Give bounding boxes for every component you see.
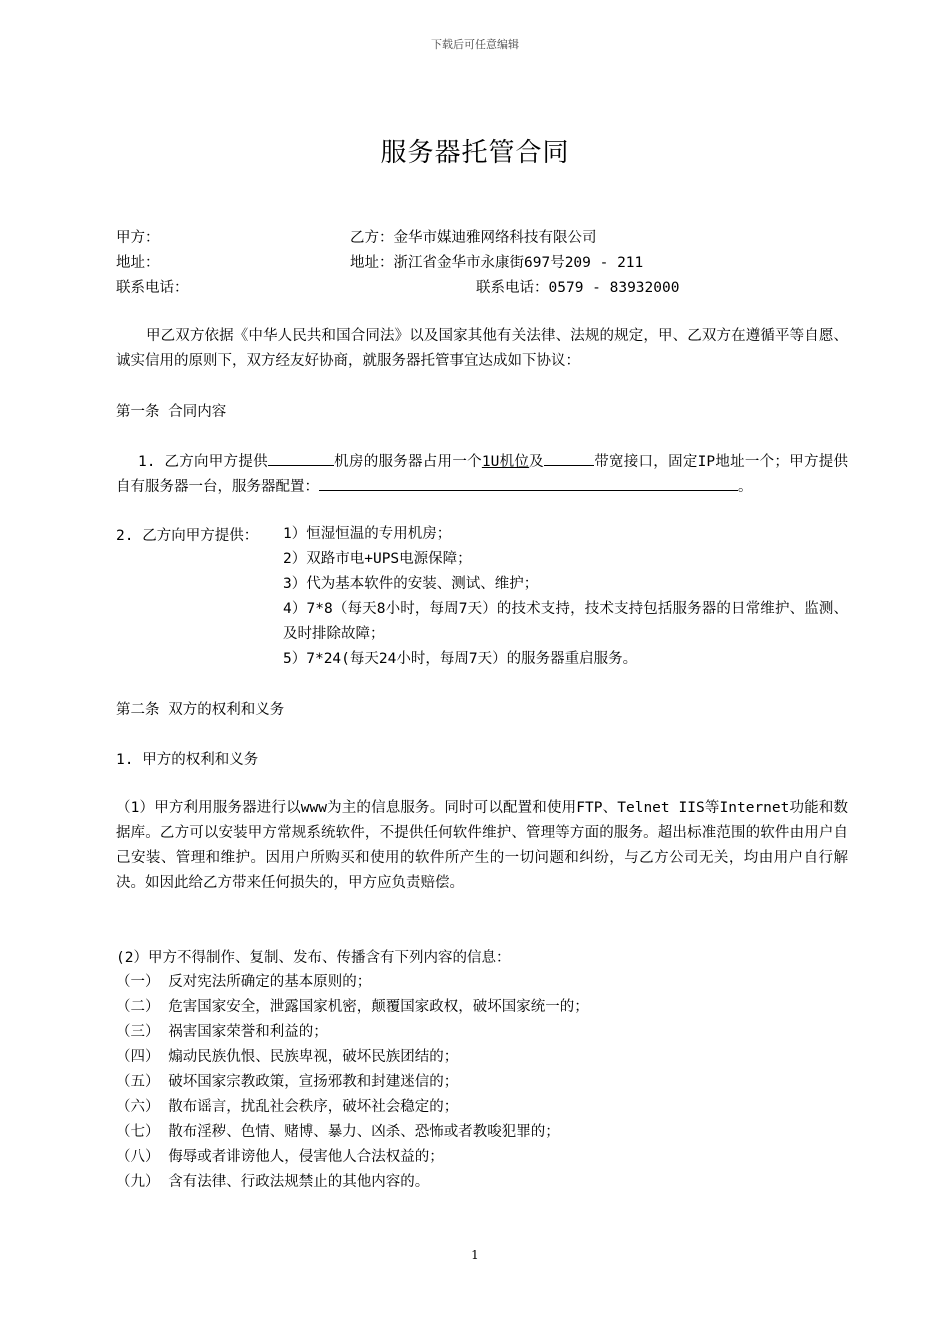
prohibited-item: （八） 侮辱或者诽谤他人，侵害他人合法权益的； [116,1149,444,1165]
service-item: 1）恒湿恒温的专用机房； [283,526,452,542]
item1-part4: 带宽接口，固定IP地址一个；甲方提供自有服务器一台，服务器配置： [116,454,849,495]
service-item: 4）7*8（每天8小时，每周7天）的技术支持，技术支持包括服务器的日常维护、监测、及时排除故障； [283,601,848,642]
phone-b: 联系电话：0579 - 83932000 [476,280,680,296]
intro-paragraph: 甲乙双方依据《中华人民共和国合同法》以及国家其他有关法律、法规的规定，甲、乙双方在遵循平等自愿、诚实信用的原则下，双方经友好协商，就服务器托管事宜达成如下协议： [116,328,848,369]
header-note: 下载后可任意编辑 [431,38,519,51]
item1-part2: 机房的服务器占用一个 [333,454,482,470]
clause1-paragraph: （1）甲方利用服务器进行以www为主的信息服务。同时可以配置和使用FTP、Telnet IIS等Internet功能和数据库。乙方可以安装甲方常规系统软件，不提供任何软件维护、管理等方面的服务。超出标准范围的软件由用户自己安装、管理和维护。因用户所购买和使用的软件所产生的一切问题和纠纷，与乙方公司无关，均由用户自行解决。如因此给乙方带来任何损失的，甲方应负责赔偿。 [116,800,848,891]
page-title: 服务器托管合同 [380,138,570,168]
address-b: 地址：浙江省金华市永康街697号209 - 211 [350,255,644,271]
prohibited-item: （一） 反对宪法所确定的基本原则的； [116,974,372,990]
article2-heading: 第二条 双方的权利和义务 [116,702,285,718]
phone-a-label: 联系电话： [116,280,189,296]
clause2-intro: (2）甲方不得制作、复制、发布、传播含有下列内容的信息： [116,950,511,966]
service-item: 2）双路市电+UPS电源保障； [283,551,472,567]
article1-item2-label: 2. 乙方向甲方提供： [116,528,259,544]
prohibited-item: （七） 散布淫秽、色情、赌博、暴力、凶杀、恐怖或者教唆犯罪的； [116,1124,560,1140]
article2-sub1: 1. 甲方的权利和义务 [116,752,259,768]
server-config-blank-tail [704,475,738,491]
party-a-label: 甲方： [116,230,160,246]
article1-heading: 第一条 合同内容 [116,404,227,420]
address-a-label: 地址： [116,255,160,271]
item1-part1: 1. 乙方向甲方提供 [138,454,268,470]
service-item: 3）代为基本软件的安装、测试、维护； [283,576,539,592]
datacenter-blank [268,450,334,466]
services-list [283,522,848,672]
prohibited-item: （二） 危害国家安全，泄露国家机密，颠覆国家政权，破坏国家统一的； [116,999,589,1015]
bandwidth-blank [544,450,594,466]
item1-part3: 及 [529,454,544,470]
prohibited-item: （六） 散布谣言，扰乱社会秩序，破坏社会稳定的； [116,1099,459,1115]
rack-unit-label: 1U机位 [481,454,530,470]
server-config-blank [319,475,704,491]
service-item: 5）7*24(每天24小时，每周7天）的服务器重启服务。 [283,651,638,667]
item1-end: 。 [738,479,753,495]
page-number: 1 [471,1248,479,1262]
prohibited-list [116,970,848,1195]
prohibited-item: （五） 破坏国家宗教政策，宣扬邪教和封建迷信的； [116,1074,459,1090]
prohibited-item: （九） 含有法律、行政法规禁止的其他内容的。 [116,1174,430,1190]
party-b-name: 乙方：金华市媒迪雅网络科技有限公司 [350,230,597,246]
prohibited-item: （三） 祸害国家荣誉和利益的； [116,1024,328,1040]
prohibited-item: （四） 煽动民族仇恨、民族卑视，破坏民族团结的； [116,1049,459,1065]
article1-item1 [116,450,848,500]
